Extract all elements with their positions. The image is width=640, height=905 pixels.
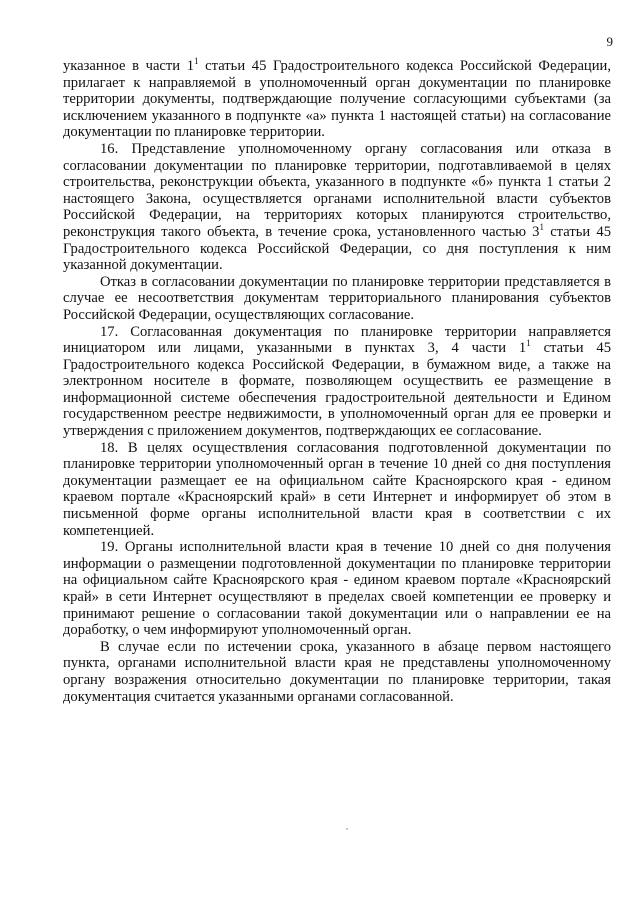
superscript: 1	[194, 56, 199, 66]
paragraph-item-16	[63, 141, 611, 274]
page-number: 9	[606, 34, 613, 49]
paragraph-text: 16. Представление уполномоченному органу согласования или отказа в согласовании документации по планировке территории, подготавливаемой в целях строительства, реконструкции объекта, указанного в подпункте «б» пункта 1 статьи 2 настоящего Закона, осуществляется органами исполнительной власти субъектов Российской Федерации, на территориях которых планируются строительство, реконструкция такого объекта, в течение срока, установленного частью 3	[63, 140, 611, 240]
paragraph-item-17	[63, 324, 611, 440]
paragraph-item-19: 19. Органы исполнительной власти края в течение 10 дней со дня получения информации о размещении подготовленной документации по планировке территории на официальном сайте Красноярского края - едином краевом портале «Красноярский край» в сети Интернет осуществляют в пределах своей компетенции ее проверку и принимают решение о согласовании такой документации или о направлении ее на доработку, о чем информируют уполномоченный орган.	[63, 539, 611, 639]
paragraph-text: статьи 45 Градостроительного кодекса Российской Федерации, со дня поступления к ним указанной документации.	[63, 223, 611, 274]
paragraph-text: 17. Согласованная документация по планировке территории направляется инициатором или лицами, указанными в пунктах 3, 4 части 1	[63, 323, 611, 357]
superscript: 1	[539, 221, 544, 232]
document-body	[63, 58, 611, 705]
paragraph-item-18: 18. В целях осуществления согласования подготовленной документации по планировке территории уполномоченный орган в течение 10 дней со дня поступления документации размещает ее на официальном сайте Красноярского края - едином краевом портале «Красноярский край» в сети Интернет и информирует об этом в письменной форме органы исполнительной власти края в соответствии с их компетенцией.	[63, 439, 611, 539]
paragraph-text: указанное в части 1	[63, 58, 195, 74]
paragraph-final: В случае если по истечении срока, указанного в абзаце первом настоящего пункта, органами исполнительной власти края не представлены уполномоченному органу возражения относительно документации по планировке территории, такая документация считается указанными органами согласованной.	[63, 638, 611, 705]
paragraph-refusal: Отказ в согласовании документации по планировке территории представляется в случае ее несоответствия документам территориального планирования субъектов Российской Федерации, осуществляющих согласование.	[63, 273, 611, 323]
superscript: 1	[526, 338, 531, 349]
paragraph-text: статьи 45 Градостроительного кодекса Российской Федерации, в бумажном виде, а также на электронном носителе в формате, позволяющем осуществить ее размещение в информационной системе обеспечения градостроительной деятельности и Едином государственном реестре недвижимости, в уполномоченный орган для ее проверки и утверждения с приложением документов, подтверждающих ее согласование.	[63, 340, 612, 440]
paragraph-text: статьи 45 Градостроительного кодекса Российской Федерации, прилагает к направляемой в уполномоченный орган документации по планировке территории документы, подтверждающие получение согласующими субъектами (за исключением указанного в подпункте «а» пункта 1 настоящей статьи) на согласование документации по планировке территории.	[63, 58, 611, 141]
scan-speck	[346, 828, 348, 830]
paragraph-continuation	[63, 58, 611, 141]
